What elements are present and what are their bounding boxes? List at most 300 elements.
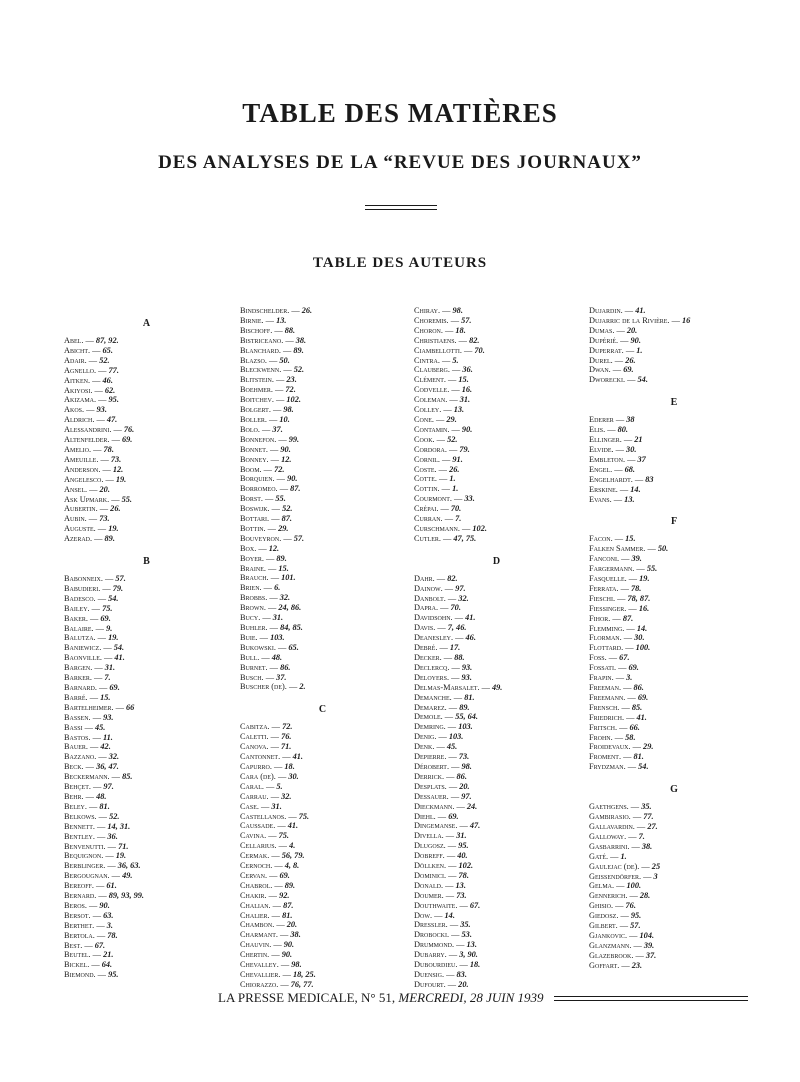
page-numbers: 46. — [102, 375, 113, 385]
author-entry — [414, 891, 579, 901]
footer-date: MERCREDI, 28 JUIN 1939 — [398, 990, 544, 1005]
author-name: Dahr. — [414, 573, 435, 583]
author-entry — [240, 336, 405, 346]
author-entry — [589, 326, 759, 336]
author-entry — [240, 831, 405, 841]
entry-dash: — — [610, 613, 623, 623]
page-numbers: 102. — [458, 861, 474, 871]
author-entry — [240, 494, 405, 504]
entry-dash: — — [449, 662, 462, 672]
author-name: Dérobert. — [414, 761, 450, 771]
author-name: Frapin. — [589, 673, 614, 683]
author-name: Bazzano. — [64, 752, 97, 762]
author-entry — [64, 604, 229, 614]
entry-dash: — — [100, 464, 113, 474]
entry-dash: — — [461, 345, 475, 355]
author-entry — [589, 762, 759, 772]
author-entry — [589, 534, 759, 544]
letter-heading: G — [670, 784, 678, 796]
index-column-3 — [414, 306, 579, 990]
page-numbers: 65. — [102, 345, 113, 355]
page-numbers: 41. — [292, 752, 303, 762]
page-numbers: 21. — [103, 950, 114, 960]
author-entry — [589, 564, 759, 574]
author-name: Angelesco. — [64, 474, 104, 484]
author-name: Bischoff. — [240, 325, 273, 335]
entry-dash: — — [269, 514, 282, 524]
page-numbers: 29. — [278, 523, 289, 533]
author-name: Berthet. — [64, 920, 95, 930]
author-name: Dieckmann. — [414, 801, 455, 811]
footer-rule — [554, 996, 749, 1001]
author-name: Blazso. — [240, 355, 267, 365]
entry-dash: — — [273, 375, 287, 385]
entry-dash: — — [449, 930, 462, 940]
page-numbers: 56, 79. — [281, 851, 305, 861]
page-numbers: 15. — [625, 534, 636, 544]
author-name: Ansel. — [64, 484, 88, 494]
author-entry — [589, 306, 759, 316]
author-name: Akiyosi. — [64, 385, 93, 395]
author-name: Drummond. — [414, 940, 455, 950]
author-name: Ferrata. — [589, 583, 619, 593]
author-name: Auguste. — [64, 524, 96, 534]
entry-dash: — — [92, 385, 105, 395]
author-name: Beutel. — [64, 950, 91, 960]
author-name: Birnie. — [240, 315, 264, 325]
author-name: Ameuille. — [64, 454, 99, 464]
page-numbers: 93. — [461, 672, 472, 682]
entry-dash: — — [272, 880, 285, 890]
entry-dash: — — [434, 573, 448, 583]
entry-dash: — — [89, 960, 102, 970]
author-entry — [240, 564, 405, 574]
author-name: Dressler. — [414, 920, 448, 930]
entry-dash: — — [89, 603, 103, 613]
entry-dash: — — [612, 355, 626, 365]
entry-dash: — — [615, 593, 628, 603]
author-entry — [240, 673, 405, 683]
author-entry — [589, 445, 759, 455]
author-name: Embleton. — [589, 454, 626, 464]
author-entry — [64, 673, 229, 683]
author-entry — [64, 435, 229, 445]
entry-dash: — — [624, 712, 637, 722]
page-numbers: 48. — [96, 791, 107, 801]
entry-dash: — — [263, 553, 277, 563]
entry-dash: — — [268, 454, 282, 464]
author-entry — [64, 584, 229, 594]
page-numbers: 98. — [291, 960, 302, 970]
letter-heading: E — [670, 397, 678, 409]
page-numbers: 82. — [447, 573, 458, 583]
entry-dash: — — [83, 791, 97, 801]
page-numbers: 95. — [630, 911, 642, 921]
author-entry — [64, 950, 229, 960]
author-entry — [64, 514, 229, 524]
author-name: Frensch. — [589, 702, 620, 712]
entry-dash: — — [641, 871, 654, 881]
page-numbers: 3 — [653, 871, 658, 881]
page-numbers: 16. — [638, 603, 650, 613]
entry-dash: — — [443, 890, 457, 900]
author-entry — [589, 316, 759, 326]
page-numbers: 76. — [123, 425, 135, 435]
author-entry — [240, 732, 405, 742]
author-entry — [64, 742, 229, 752]
entry-dash: — — [86, 355, 100, 365]
page-numbers: 20. — [458, 979, 469, 989]
author-entry — [64, 792, 229, 802]
author-entry — [414, 306, 579, 316]
page-numbers: 20. — [459, 781, 470, 791]
entry-dash: — — [83, 762, 97, 772]
author-entry — [414, 752, 579, 762]
author-name: Engelhardt. — [589, 474, 633, 484]
author-entry — [589, 604, 759, 614]
author-name: Crépai. — [414, 504, 439, 514]
entry-dash: — — [630, 742, 644, 752]
author-name: Dufourt. — [414, 979, 446, 989]
page-numbers: 13. — [453, 405, 465, 415]
author-name: Beckermann. — [64, 772, 110, 782]
page-numbers: 19. — [115, 474, 127, 484]
author-name: Choremis. — [414, 315, 449, 325]
page-numbers: 7, 46. — [447, 623, 467, 633]
page-numbers: 24. — [466, 801, 478, 811]
author-name: Busch. — [240, 672, 264, 682]
author-entry — [240, 425, 405, 435]
entry-dash: — — [278, 960, 292, 970]
page-numbers: 12. — [112, 464, 124, 474]
entry-dash: — — [267, 623, 281, 632]
letter-heading: C — [318, 704, 327, 716]
footer-journal: LA PRESSE MEDICALE, N° 51, — [218, 990, 396, 1005]
entry-dash: — — [86, 514, 100, 524]
entry-dash: — — [445, 841, 459, 851]
author-name: Bouveyron. — [240, 533, 282, 543]
page-numbers: 77. — [108, 365, 119, 375]
author-name: Dessauer. — [414, 791, 449, 801]
entry-dash: — — [84, 405, 97, 415]
author-entry — [589, 633, 759, 643]
author-name: Elis. — [589, 425, 606, 435]
author-name: Anderson. — [64, 464, 101, 474]
author-name: Bolgert. — [240, 405, 271, 415]
entry-dash: — — [669, 315, 682, 325]
entry-dash: — — [289, 306, 302, 315]
page-numbers: 95. — [458, 841, 469, 851]
page-numbers: 66. — [629, 722, 640, 732]
entry-dash: — — [451, 692, 465, 702]
author-name: Fasquelle. — [589, 574, 627, 584]
page-numbers: 54. — [637, 375, 648, 385]
author-name: Behr. — [64, 791, 84, 801]
page-numbers: 39. — [643, 940, 655, 950]
entry-dash: — — [277, 484, 291, 494]
entry-dash: — — [82, 940, 95, 950]
page-numbers: 73. — [99, 514, 110, 524]
page-numbers: 41. — [636, 712, 647, 722]
author-entry — [240, 792, 405, 802]
page-numbers: 70. — [474, 345, 485, 355]
author-name: Diehl. — [414, 811, 436, 821]
author-entry — [589, 812, 759, 822]
entry-dash: — — [452, 613, 466, 623]
author-entry — [240, 960, 405, 970]
author-entry — [240, 474, 405, 484]
author-name: Barker. — [64, 673, 92, 683]
author-entry — [240, 583, 405, 593]
author-name: Aubertin. — [64, 504, 98, 514]
author-entry — [64, 336, 229, 346]
entry-dash: — — [439, 355, 453, 365]
entry-dash: — — [272, 385, 286, 395]
page-numbers: 85. — [122, 772, 133, 782]
author-name: Chambon. — [240, 920, 275, 930]
entry-dash: — — [111, 425, 124, 435]
entry-dash: — — [618, 583, 631, 593]
author-name: Gambirasio. — [589, 812, 631, 822]
page-numbers: 19. — [639, 574, 650, 584]
entry-dash: — — [626, 574, 640, 584]
page-numbers: 4. — [289, 841, 296, 851]
entry-dash: — — [261, 464, 275, 474]
author-name: Chalier. — [240, 910, 270, 920]
page-numbers: 87, 92. — [95, 336, 119, 345]
author-name: Bull. — [240, 652, 260, 662]
page-numbers: 23. — [631, 960, 643, 970]
entry-dash: — — [92, 663, 105, 673]
author-entry — [64, 960, 229, 970]
page-numbers: 23. — [286, 375, 297, 385]
author-entry — [414, 455, 579, 465]
author-entry — [589, 921, 759, 931]
page-numbers: 42. — [100, 742, 111, 752]
author-entry — [240, 465, 405, 475]
author-entry — [414, 762, 579, 772]
entry-dash: — — [436, 732, 449, 742]
author-name: Adair. — [64, 355, 87, 365]
author-name: Bolo. — [240, 424, 260, 434]
page-numbers: 66 — [126, 702, 135, 712]
entry-dash: — — [440, 306, 453, 315]
author-name: Balutza. — [64, 633, 96, 643]
author-entry — [240, 663, 405, 673]
author-name: Denig. — [414, 732, 437, 742]
author-entry — [589, 822, 759, 832]
page-numbers: 15. — [278, 563, 289, 573]
entry-dash: — — [101, 653, 115, 663]
page-numbers: 103. — [458, 722, 473, 732]
page-numbers: 19. — [115, 851, 127, 861]
page-numbers: 26. — [110, 504, 121, 514]
author-name: Derrick. — [414, 771, 445, 781]
author-entry — [240, 752, 405, 762]
author-entry — [414, 346, 579, 356]
author-name: Bindschelder. — [240, 306, 290, 315]
author-name: Cintra. — [414, 355, 440, 365]
page-numbers: 31. — [271, 801, 282, 811]
entry-dash: — — [272, 861, 285, 871]
entry-dash: — — [443, 831, 457, 841]
author-name: Burnet. — [240, 662, 268, 672]
author-name: Dworecki. — [589, 375, 626, 385]
entry-dash: — — [93, 623, 107, 633]
page-numbers: 101. — [281, 573, 296, 583]
page-numbers: 25 — [651, 861, 661, 871]
author-name: Bucy. — [240, 613, 261, 623]
page-numbers: 20. — [626, 325, 638, 335]
entry-dash: — — [613, 673, 627, 683]
author-entry — [414, 594, 579, 604]
entry-dash: — — [90, 910, 104, 920]
page-numbers: 32. — [458, 593, 469, 603]
author-entry — [240, 742, 405, 752]
page-numbers: 52. — [447, 434, 458, 444]
author-entry — [64, 693, 229, 703]
author-name: Deloyers. — [414, 672, 450, 682]
author-entry — [64, 534, 229, 544]
author-entry — [240, 643, 405, 653]
author-entry — [240, 504, 405, 514]
page-numbers: 1. — [620, 851, 627, 861]
entry-dash: — — [276, 841, 290, 851]
entry-dash: — — [98, 454, 111, 464]
page-numbers: 2. — [299, 682, 306, 692]
page-numbers: 18. — [284, 761, 295, 771]
author-name: Davis. — [414, 623, 436, 633]
author-name: Evans. — [589, 494, 612, 504]
author-entry — [64, 356, 229, 366]
entry-dash: — — [621, 683, 634, 692]
author-entry — [240, 603, 405, 613]
entry-dash: — — [266, 414, 280, 424]
author-name: Galloway. — [589, 831, 627, 841]
author-name: Chevallier. — [240, 970, 281, 979]
author-name: Borromeo. — [240, 484, 278, 494]
page-numbers: 88. — [454, 653, 465, 662]
entry-dash: — — [101, 643, 114, 653]
author-name: Demole. — [414, 712, 443, 722]
author-entry — [64, 782, 229, 792]
author-name: Benvenutti. — [64, 841, 106, 851]
entry-dash: — — [449, 365, 463, 375]
author-entry — [64, 881, 229, 891]
entry-dash: — — [280, 970, 293, 979]
author-name: Clauberg. — [414, 365, 450, 375]
author-name: Dubarry. — [414, 950, 447, 960]
page-numbers: 37. — [645, 950, 657, 960]
page-numbers: 82. — [469, 335, 480, 345]
entry-dash: — — [267, 870, 280, 880]
entry-dash: — — [272, 325, 285, 335]
page-numbers: 55. — [275, 494, 286, 504]
entry-dash: — — [446, 752, 459, 762]
author-name: Facon. — [589, 534, 613, 544]
author-entry — [414, 643, 579, 653]
author-name: Bottari. — [240, 514, 270, 524]
page-numbers: 57. — [461, 315, 472, 325]
author-entry — [414, 920, 579, 930]
author-entry — [64, 495, 229, 505]
author-name: Engel. — [589, 464, 613, 474]
entry-dash: — — [613, 901, 626, 911]
entry-dash: — — [95, 524, 109, 534]
page-numbers: 75. — [298, 811, 310, 821]
author-entry — [64, 921, 229, 931]
page-numbers: 18. — [455, 325, 466, 335]
entry-dash: — — [92, 534, 105, 544]
page-numbers: 73. — [458, 752, 470, 762]
author-name: Drobocki. — [414, 930, 450, 940]
entry-dash: — — [266, 831, 279, 841]
author-name: Ederer — [589, 415, 614, 425]
author-name: Cervan. — [240, 870, 268, 880]
entry-dash: — — [109, 435, 122, 445]
page-numbers: 24, 86. — [278, 603, 302, 613]
author-name: Davidsohn. — [414, 613, 453, 623]
author-name: Baker. — [64, 613, 88, 623]
page-numbers: 57. — [115, 574, 126, 584]
page-numbers: 5. — [452, 355, 459, 365]
entry-dash: — — [456, 335, 470, 345]
author-entry — [414, 603, 579, 613]
author-entry — [414, 653, 579, 663]
entry-dash: — — [454, 801, 467, 811]
author-name: Baonville. — [64, 653, 102, 663]
page-numbers: 85. — [631, 702, 643, 712]
page-numbers: 37. — [276, 672, 287, 682]
page-numbers: 55. — [646, 564, 658, 574]
author-name: Gaethgens. — [589, 802, 629, 812]
page-numbers: 103. — [448, 732, 464, 742]
author-entry — [589, 832, 759, 842]
author-name: Demanche. — [414, 692, 452, 702]
entry-dash: — — [618, 335, 631, 345]
author-entry — [240, 891, 405, 901]
page-numbers: 1. — [452, 484, 459, 494]
author-name: Douthwaite. — [414, 900, 458, 910]
author-entry — [414, 435, 579, 445]
author-name: Ask Upmark. — [64, 494, 110, 504]
entry-dash: — — [616, 663, 629, 673]
author-entry — [589, 733, 759, 743]
entry-dash: — — [87, 692, 101, 702]
entry-dash: — — [447, 920, 461, 930]
page-numbers: 26. — [301, 306, 313, 315]
author-name: Divella. — [414, 831, 444, 841]
author-entry — [240, 544, 405, 554]
entry-dash: — — [611, 494, 625, 504]
author-entry — [414, 316, 579, 326]
author-entry — [240, 316, 405, 326]
page-numbers: 41. — [114, 653, 125, 663]
author-entry — [589, 653, 759, 663]
page-numbers: 84, 85. — [280, 623, 303, 632]
page-numbers: 98. — [452, 306, 463, 315]
entry-dash: — — [276, 434, 289, 444]
author-name: Fargermann. — [589, 564, 635, 574]
author-entry — [64, 891, 229, 901]
page-numbers: 76. — [625, 901, 636, 911]
author-name: Christiaens. — [414, 335, 457, 345]
entry-dash: — — [275, 642, 289, 652]
author-entry — [240, 326, 405, 336]
author-entry — [64, 395, 229, 405]
entry-dash: — — [109, 871, 123, 881]
page-numbers: 55, 64. — [455, 712, 479, 722]
